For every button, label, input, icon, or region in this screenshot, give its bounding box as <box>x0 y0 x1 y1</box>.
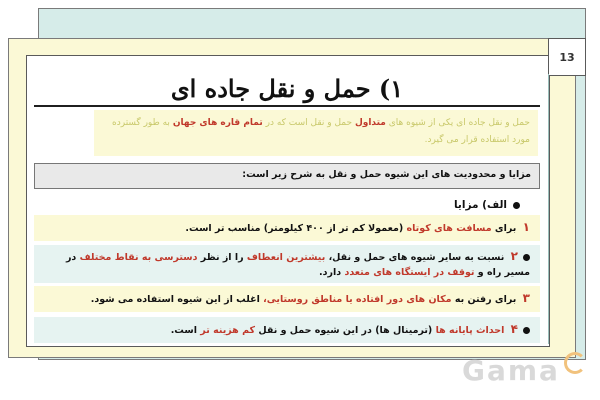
list-item <box>34 245 540 283</box>
item-text: در مسیر راه و <box>65 252 530 278</box>
item-number: ۴ <box>510 322 518 336</box>
intro-highlight: متداول <box>354 118 386 128</box>
intro-text: به طور گسترده مورد استفاده قرار می گیرد. <box>112 118 530 145</box>
side-strip <box>548 74 585 344</box>
watermark-logo: Gama <box>462 354 560 387</box>
item-text: برای <box>494 223 517 234</box>
item-number: ۳ <box>522 291 530 305</box>
item-text: برای رفتن به <box>454 294 517 305</box>
intro-text: حمل و نقل جاده ای یکی از شیوه های <box>388 118 530 128</box>
item-text: است. <box>170 325 197 336</box>
intro-text: حمل و نقل است که در <box>265 118 353 128</box>
item-highlight: احداث پایانه ها <box>435 325 505 336</box>
list-item <box>34 286 540 312</box>
item-number: ۲ <box>510 249 518 263</box>
item-text: را از نظر <box>200 252 244 263</box>
bullet-icon <box>513 202 520 209</box>
item-highlight: کم هزینه تر <box>200 325 256 336</box>
item-highlight: مکان های دور افتاده یا مناطق روستایی، <box>263 294 452 305</box>
item-text: اغلب از این شیوه استفاده می شود. <box>90 294 260 305</box>
intro-highlight: تمام قاره های جهان <box>172 118 263 128</box>
item-highlight: توقف در ایستگاه های متعدد <box>344 267 475 278</box>
list-item <box>34 317 540 343</box>
watermark-mark-icon <box>564 352 586 374</box>
item-highlight: دسترسی به نقاط مختلف <box>79 252 198 263</box>
section-heading-label: الف) مزایا <box>453 199 507 211</box>
item-highlight: مسافت های کوتاه <box>406 223 492 234</box>
item-text: دارد. <box>319 267 342 278</box>
bullet-icon <box>523 254 530 261</box>
advantages-summary: مزایا و محدودیت های این شیوه حمل و نقل به شرح زیر است: <box>34 163 540 189</box>
intro-paragraph <box>94 110 538 156</box>
item-text: نسبت به سایر شیوه های حمل و نقل، <box>328 252 505 263</box>
page-number: 13 <box>548 38 586 76</box>
bullet-icon <box>523 327 530 334</box>
slide-content <box>28 57 546 343</box>
item-text: (معمولا کم تر از ۴۰۰ کیلومتر) مناسب تر است. <box>185 223 404 234</box>
section-heading <box>454 199 520 211</box>
item-text: (ترمینال ها) در این شیوه حمل و نقل <box>258 325 433 336</box>
list-item <box>34 215 540 241</box>
item-highlight: بیشترین انعطاف <box>246 252 326 263</box>
page-title: ۱) حمل و نقل جاده ای <box>170 74 404 103</box>
title-underline <box>34 105 540 107</box>
item-number: ۱ <box>522 220 530 234</box>
